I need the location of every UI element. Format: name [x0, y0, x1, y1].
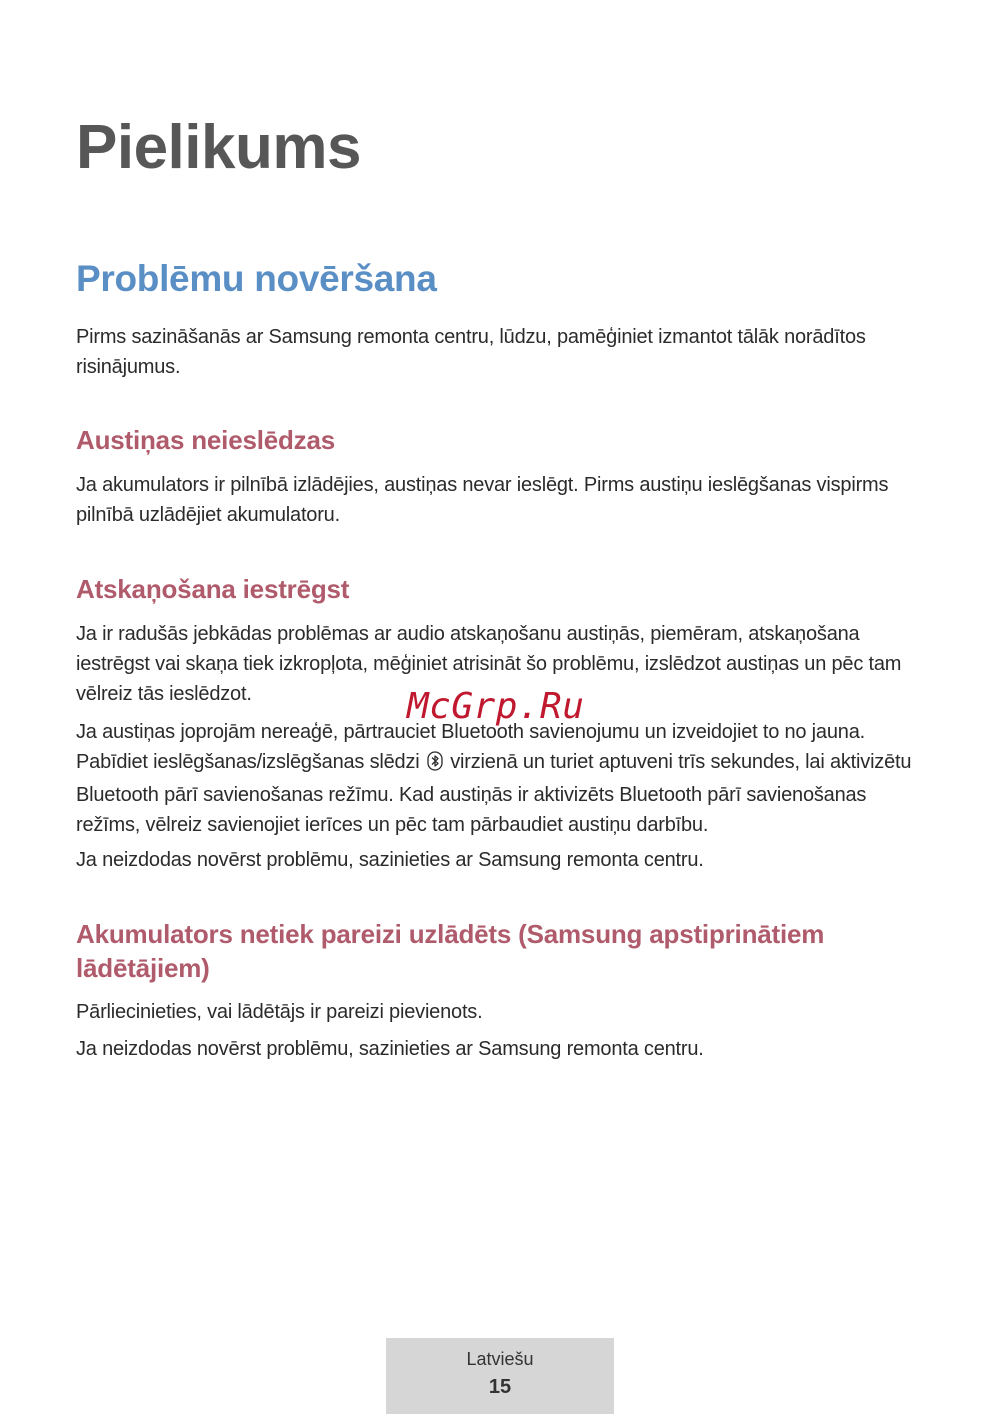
playback-paragraph-bluetooth: [76, 717, 926, 840]
bt-text-before: Ja austiņas joprojām nereaģē, pārtrauciet Bluetooth savienojumu un izveidojiet to no jauna. Pabīdiet ieslēgšanas/izslēgšanas slēdzi: [76, 721, 865, 773]
heading-no-power: Austiņas neieslēdzas: [76, 425, 335, 455]
charging-paragraph-1: Pārliecinieties, vai lādētājs ir pareizi pievienots.: [76, 1001, 483, 1023]
watermark-text: McGrp.Ru: [407, 686, 585, 727]
section-title: Problēmu novēršana: [76, 258, 437, 299]
no-power-paragraph: Ja akumulators ir pilnībā izlādējies, austiņas nevar ieslēgt. Pirms austiņu ieslēgšanas vispirms pilnībā uzlādējiet akumulatoru.: [76, 474, 889, 526]
intro-paragraph: Pirms sazināšanās ar Samsung remonta centru, lūdzu, pamēģiniet izmantot tālāk norādītos risinājumus.: [76, 326, 866, 378]
bluetooth-icon: [427, 750, 443, 780]
footer-page-number: 15: [488, 1376, 512, 1398]
page-title: Pielikums: [76, 113, 361, 182]
footer-language: Latviešu: [466, 1349, 534, 1369]
heading-battery-charging: Akumulators netiek pareizi uzlādēts (Samsung apstiprinātiem lādētājiem): [76, 919, 825, 983]
page-footer: [386, 1338, 614, 1414]
charging-paragraph-2: Ja neizdodas novērst problēmu, sazinieties ar Samsung remonta centru.: [76, 1038, 704, 1060]
heading-playback-freezes: Atskaņošana iestrēgst: [76, 574, 350, 604]
playback-paragraph-contact: Ja neizdodas novērst problēmu, sazinieties ar Samsung remonta centru.: [76, 849, 704, 871]
bt-text-after: virzienā un turiet aptuveni trīs sekundes, lai aktivizētu Bluetooth pārī savienošanas režīmu. Kad austiņās ir aktivizēts Bluetooth pārī savienošanas režīms, vēlreiz savienojiet ierīces un pēc tam pārbaudiet austiņu darbību.: [76, 751, 912, 836]
playback-paragraph-1: Ja ir radušās jebkādas problēmas ar audio atskaņošanu austiņās, piemēram, atskaņošana iestrēgst vai skaņa tiek izkropļota, mēģiniet atrisināt šo problēmu, izslēdzot austiņas un pēc tam vēlreiz tās ieslēdzot.: [76, 623, 902, 705]
